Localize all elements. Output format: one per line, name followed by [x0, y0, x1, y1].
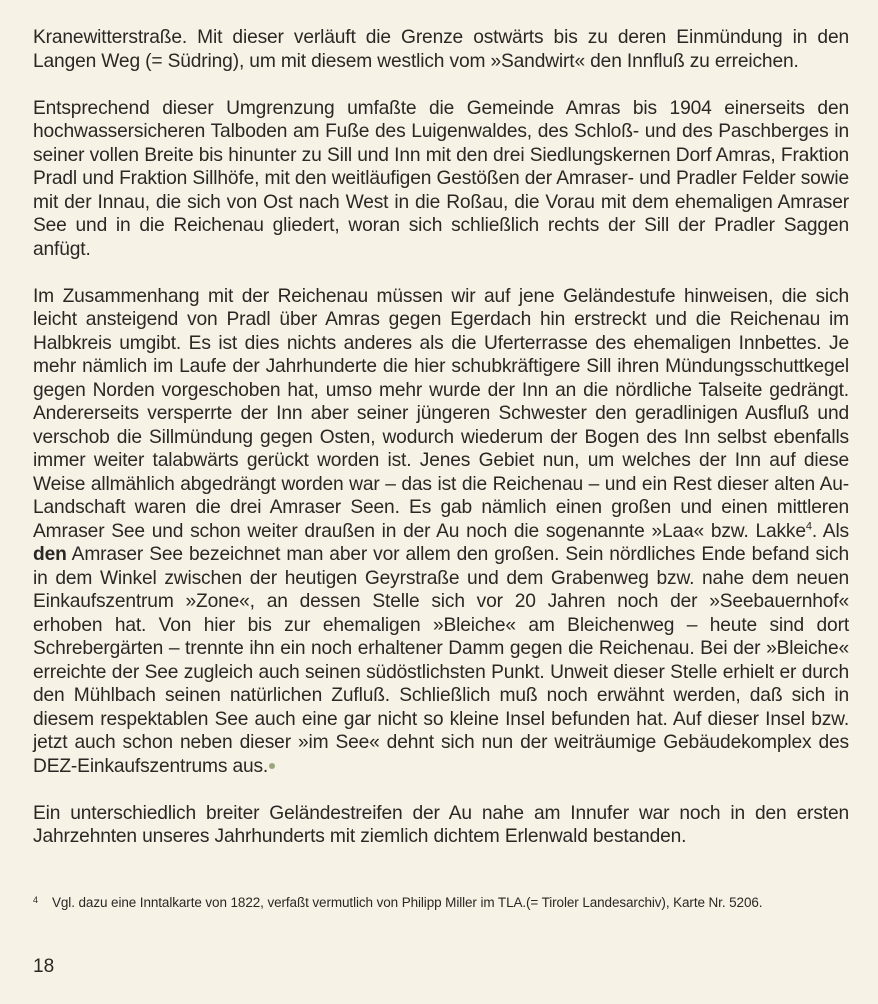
- paragraph-text: . Als: [811, 520, 850, 542]
- paragraph-text: Amraser See bezeichnet man aber vor allem den großen. Sein nördliches Ende befand sich in dem Winkel zwischen der heutigen Geyrstraße und dem Grabenweg bzw. nahe dem neuen Einkaufszentrum »Zone«, an dessen Stelle sich vor 20 Jahren noch der »Seebauernhof« erhoben hat. Von hier bis zur ehemaligen »Bleiche« am Bleichenweg – heute sind dort Schrebergärten – trennte ihn ein noch erhaltener Damm gegen die Reichenau. Bei der »Bleiche« erreichte der See zugleich auch seinen südöstlichsten Punkt. Unweit dieser Stelle erhielt er durch den Mühlbach seinen natürlichen Zufluß. Schließlich muß noch erwähnt werden, daß sich in diesem respektablen See auch eine gar nicht so kleine Insel befunden hat. Auf dieser Insel bzw. jetzt auch schon neben dieser »im See« dehnt sich nun der weiträumige Gebäudekomplex des DEZ-Einkaufszentrums aus.: [33, 544, 849, 777]
- paragraph-text: Kranewitterstraße. Mit dieser verläuft die Grenze ostwärts bis zu deren Einmündung in den Langen Weg (= Südring), um mit diesem westlich vom »Sandwirt« den Innfluß zu erreichen.: [33, 27, 849, 72]
- paragraph-boundary: [33, 26, 849, 73]
- footnote-text: Vgl. dazu eine Inntalkarte von 1822, verfaßt vermutlich von Philipp Miller im TLA.(= Tiroler Landesarchiv), Karte Nr. 5206.: [52, 895, 763, 910]
- paragraph-text: Im Zusammenhang mit der Reichenau müssen wir auf jene Geländestufe hinweisen, die sich leicht ansteigend von Pradl über Amras gegen Egerdach hin erstreckt und die Reichenau im Halbkreis umgibt. Es ist dies nichts anderes als die Uferterrasse des ehemaligen Innbettes. Je mehr nämlich im Laufe der Jahrhunderte die hier schubkräftigere Sill ihren Mündungsschuttkegel gegen Norden vorgeschoben hat, umso mehr wurde der Inn an die nördliche Talseite gedrängt. Andererseits versperrte der Inn aber seiner jüngeren Schwester den geradlinigen Ausfluß und verschob die Sillmündung gegen Osten, wodurch wiederum der Bogen des Inn selbst ebenfalls immer weiter talabwärts gerückt worden ist. Jenes Gebiet nun, um welches der Inn auf diese Weise allmählich abgedrängt worden war – das ist die Reichenau – und ein Rest dieser alten Au-Landschaft waren die drei Amraser Seen. Es gab nämlich einen großen und einen mittleren Amraser See und schon weiter draußen in der Au noch die sogenannte »Laa« bzw. Lakke: [33, 285, 849, 542]
- ink-spot-mark: [269, 763, 275, 769]
- footnote-number: 4: [33, 895, 38, 905]
- page-body: [33, 26, 849, 849]
- paragraph-text: Ein unterschiedlich breiter Geländestreifen der Au nahe am Innufer war noch in den ersten Jahrzehnten unseres Jahrhunderts mit ziemlich dichtem Erlenwald bestanden.: [33, 802, 849, 847]
- paragraph-territory: [33, 97, 849, 262]
- paragraph-text: Entsprechend dieser Umgrenzung umfaßte die Gemeinde Amras bis 1904 einerseits den hochwassersicheren Talboden am Fuße des Luigenwaldes, des Schloß- und des Paschberges in seiner vollen Breite bis hinunter zu Sill und Inn mit den drei Siedlungskernen Dorf Amras, Fraktion Pradl und Fraktion Sillhöfe, mit den weitläufigen Gestößen der Amraser- und Pradler Felder sowie mit der Innau, die sich von Ost nach West in die Roßau, die Vorau mit dem ehemaligen Amraser See und in die Reichenau gliedert, woran sich schließlich rechts der Sill der Pradler Saggen anfügt.: [33, 97, 849, 260]
- paragraph-reichenau: [33, 285, 849, 779]
- paragraph-erlenwald: [33, 802, 849, 849]
- footnote: [33, 894, 849, 912]
- emphasized-word: den: [33, 544, 67, 565]
- page-number: 18: [33, 956, 55, 977]
- footnote-reference[interactable]: 4: [805, 520, 812, 533]
